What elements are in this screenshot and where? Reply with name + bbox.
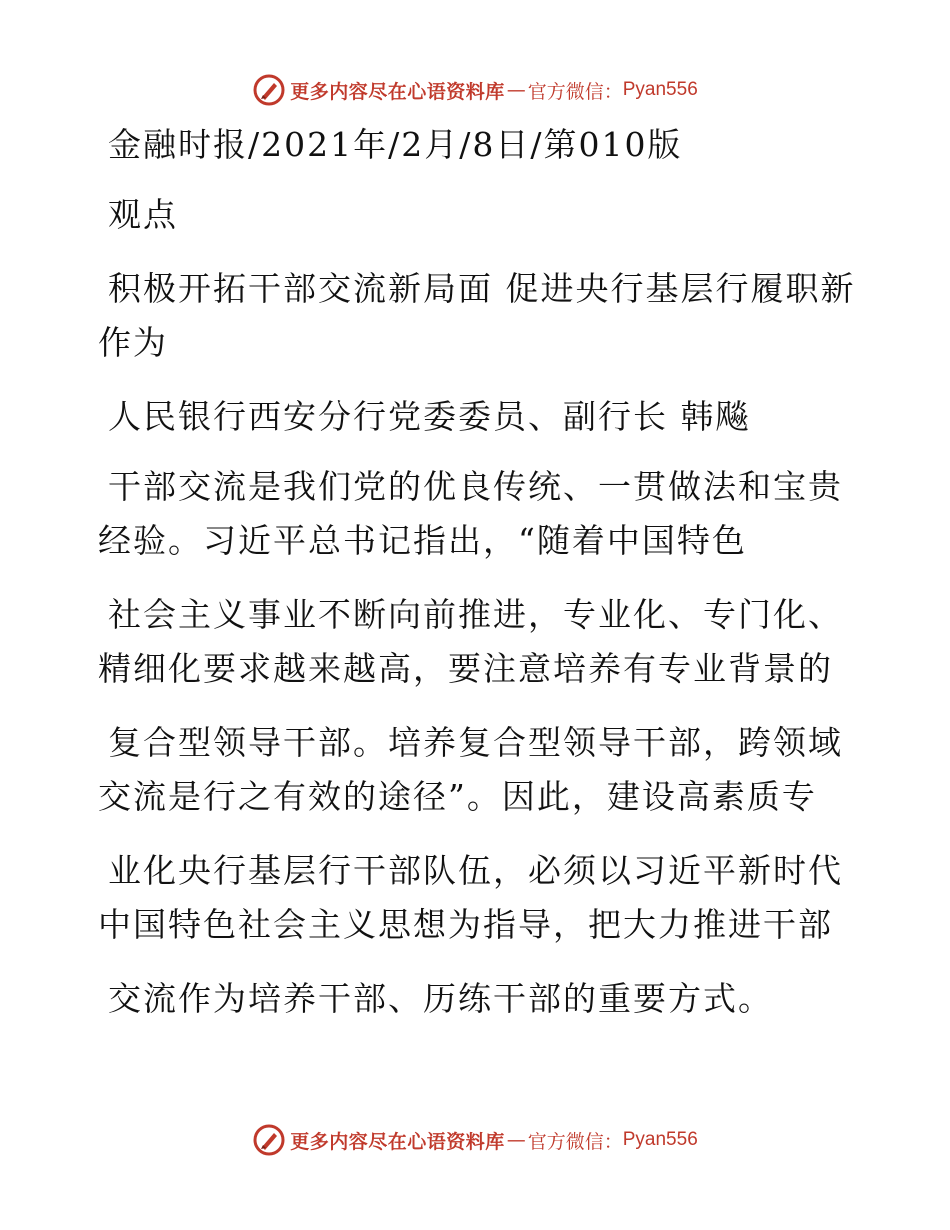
watermark-separator: — — [506, 79, 526, 101]
paragraph-line: 干部交流是我们党的优良传统、一贯做法和宝贵 — [108, 467, 843, 506]
watermark-wechat-label: 官方微信： — [527, 80, 623, 103]
paragraph-line: 交流作为培养干部、历练干部的重要方式。 — [108, 979, 773, 1018]
watermark-wechat-id: Pyan556 — [622, 79, 698, 100]
article-title-line: 作为 — [98, 323, 168, 362]
article-source: 金融时报/2021年/2月/8日/第010版 — [108, 125, 683, 164]
paragraph-line: 复合型领导干部。培养复合型领导干部，跨领域 — [108, 723, 843, 762]
watermark-wechat-id: Pyan556 — [622, 1129, 698, 1150]
paragraph-line: 业化央行基层行干部队伍，必须以习近平新时代 — [108, 851, 843, 890]
watermark-main-text: 更多内容尽在心语资料库 — [290, 1130, 505, 1153]
pen-logo-icon — [252, 73, 286, 107]
paragraph-line: 精细化要求越来越高，要注意培养有专业背景的 — [98, 649, 833, 688]
watermark-separator: — — [506, 1129, 526, 1151]
watermark-main-text: 更多内容尽在心语资料库 — [290, 80, 505, 103]
pen-logo-icon — [252, 1123, 286, 1157]
paragraph-line: 经验。习近平总书记指出，“随着中国特色 — [98, 521, 747, 560]
article-body — [98, 118, 858, 1026]
paragraph-line: 中国特色社会主义思想为指导，把大力推进干部 — [98, 905, 833, 944]
paragraph-line: 交流是行之有效的途径”。因此，建设高素质专 — [98, 777, 817, 816]
paragraph-line: 社会主义事业不断向前推进，专业化、专门化、 — [108, 595, 843, 634]
watermark-footer — [0, 1120, 950, 1160]
watermark-header — [0, 70, 950, 110]
article-section: 观点 — [108, 195, 178, 234]
article-author: 人民银行西安分行党委委员、副行长 韩飚 — [108, 397, 751, 436]
article-title-line: 积极开拓干部交流新局面 促进央行基层行履职新 — [108, 269, 856, 308]
watermark-wechat-label: 官方微信： — [527, 1130, 623, 1153]
